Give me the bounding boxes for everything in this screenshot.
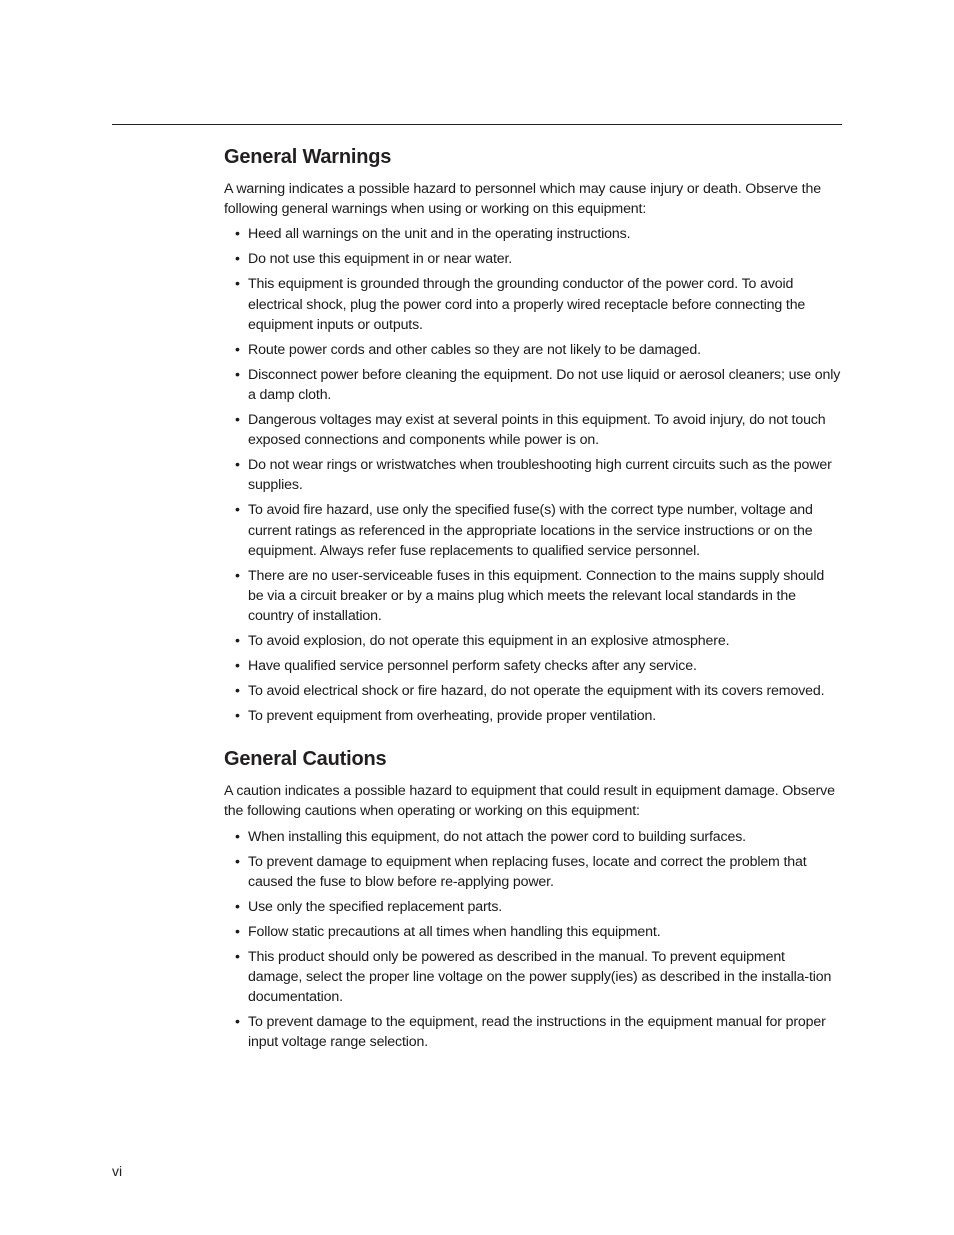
general-warnings-section [224, 143, 842, 726]
warning-item-text: Disconnect power before cleaning the equipment. Do not use liquid or aerosol cleaners; use only a damp cloth. [248, 366, 841, 404]
page-content [224, 143, 842, 1057]
warning-item [224, 681, 842, 701]
warning-item-text: Do not use this equipment in or near water. [248, 251, 513, 268]
bullet-icon: • [235, 567, 240, 584]
caution-item [224, 827, 842, 847]
warning-item [224, 224, 842, 244]
caution-item [224, 852, 842, 892]
caution-item [224, 922, 842, 942]
caution-item-text: This product should only be powered as described in the manual. To prevent equipment damage, select the proper line voltage on the power supply(ies) as described in the installa-tion documentation. [248, 948, 832, 1006]
caution-item [224, 1012, 842, 1052]
bullet-icon: • [235, 898, 240, 915]
bullet-icon: • [235, 502, 240, 519]
bullet-icon: • [235, 457, 240, 474]
warning-item [224, 566, 842, 627]
caution-item-text: Use only the specified replacement parts. [248, 898, 503, 915]
bullet-icon: • [235, 276, 240, 293]
warning-item-text: Dangerous voltages may exist at several points in this equipment. To avoid injury, do not touch exposed connections and components while power is on. [248, 412, 826, 449]
warning-item-text: To avoid explosion, do not operate this equipment in an explosive atmosphere. [248, 633, 730, 650]
caution-item-text: Follow static precautions at all times when handling this equipment. [248, 923, 661, 940]
general-cautions-list [224, 827, 842, 1053]
general-cautions-section [224, 745, 842, 1052]
bullet-icon: • [235, 708, 240, 725]
bullet-icon: • [235, 923, 240, 940]
bullet-icon: • [235, 341, 240, 358]
bullet-icon: • [235, 633, 240, 650]
bullet-icon: • [235, 853, 240, 870]
warning-item-text: There are no user-serviceable fuses in this equipment. Connection to the mains supply should be via a circuit breaker or by a mains plug which meets the relevant local standards in the country of installation. [248, 567, 825, 625]
warning-item [224, 656, 842, 676]
warning-item-text: Heed all warnings on the unit and in the operating instructions. [248, 226, 631, 243]
warning-item [224, 455, 842, 495]
general-warnings-list [224, 224, 842, 726]
general-cautions-heading: General Cautions [224, 748, 387, 771]
header-rule [112, 124, 842, 125]
warning-item [224, 631, 842, 651]
caution-item [224, 947, 842, 1008]
bullet-icon: • [235, 1014, 240, 1031]
general-warnings-intro: A warning indicates a possible hazard to personnel which may cause injury or death. Observe the following general warnings when using or working on this equipment: [224, 181, 821, 218]
section-spacer [224, 731, 842, 745]
warning-item [224, 340, 842, 360]
bullet-icon: • [235, 251, 240, 268]
bullet-icon: • [235, 658, 240, 675]
warning-item [224, 500, 842, 561]
caution-item-text: To prevent damage to the equipment, read the instructions in the equipment manual for proper input voltage range selection. [248, 1014, 826, 1051]
general-warnings-heading: General Warnings [224, 146, 392, 168]
warning-item-text: Have qualified service personnel perform safety checks after any service. [248, 658, 697, 675]
warning-item-text: To avoid electrical shock or fire hazard, do not operate the equipment with its covers removed. [248, 683, 825, 700]
bullet-icon: • [235, 828, 240, 845]
warning-item-text: To prevent equipment from overheating, provide proper ventilation. [248, 708, 657, 725]
warning-item [224, 274, 842, 335]
warning-item-text: Route power cords and other cables so they are not likely to be damaged. [248, 341, 701, 358]
general-cautions-intro: A caution indicates a possible hazard to equipment that could result in equipment damage. Observe the following cautions when operating or working on this equipment: [224, 783, 835, 820]
bullet-icon: • [235, 366, 240, 383]
warning-item [224, 706, 842, 726]
warning-item [224, 365, 842, 405]
warning-item-text: To avoid fire hazard, use only the specified fuse(s) with the correct type number, voltage and current ratings as referenced in the appropriate locations in the service instructions or on the equipment. Always refer fuse replacements to qualified service personnel. [248, 502, 813, 559]
warning-item [224, 410, 842, 450]
caution-item-text: To prevent damage to equipment when replacing fuses, locate and correct the problem that caused the fuse to blow before re-applying power. [248, 853, 807, 890]
caution-item-text: When installing this equipment, do not attach the power cord to building surfaces. [248, 828, 746, 845]
warning-item-text: This equipment is grounded through the grounding conductor of the power cord. To avoid electrical shock, plug the power cord into a properly wired receptacle before connecting the equipment inputs or outputs. [248, 276, 806, 333]
caution-item [224, 897, 842, 917]
warning-item-text: Do not wear rings or wristwatches when troubleshooting high current circuits such as the power supplies. [248, 457, 832, 494]
bullet-icon: • [235, 226, 240, 243]
warning-item [224, 249, 842, 269]
bullet-icon: • [235, 412, 240, 429]
page-number: vi [112, 1163, 123, 1179]
bullet-icon: • [235, 948, 240, 965]
bullet-icon: • [235, 683, 240, 700]
